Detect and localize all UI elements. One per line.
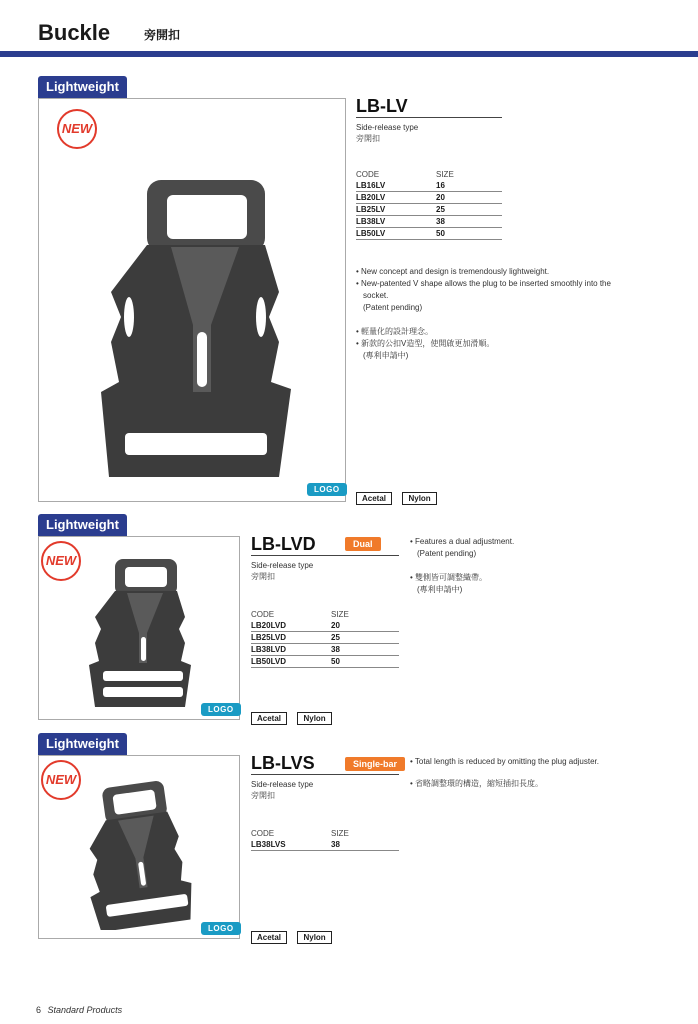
code-header: CODE xyxy=(356,170,380,179)
code-cell: LB25LV xyxy=(356,204,436,216)
logo-badge: LOGO xyxy=(201,922,241,935)
page-number: 6 xyxy=(36,1005,42,1015)
spec-table xyxy=(356,170,502,240)
buckle-lb-lvs-image xyxy=(79,780,199,930)
material-acetal: Acetal xyxy=(251,712,287,725)
model-rule xyxy=(251,774,399,775)
page-title: Buckle xyxy=(38,20,111,45)
type-en: Side-release type xyxy=(251,780,314,789)
section-tab-lightweight: Lightweight xyxy=(38,76,127,98)
feature-line: • New concept and design is tremendously lightweight. xyxy=(356,267,550,276)
product-photo-box xyxy=(38,98,346,502)
table-row xyxy=(251,656,399,668)
spec-table xyxy=(251,610,399,668)
model-name: LB-LVS xyxy=(251,753,315,773)
code-cell: LB50LVD xyxy=(251,656,331,668)
size-cell: 38 xyxy=(331,644,399,656)
spec-header-row xyxy=(251,610,399,620)
size-cell: 16 xyxy=(436,180,502,192)
material-nylon: Nylon xyxy=(297,931,331,944)
features-cn xyxy=(410,778,680,790)
size-cell: 50 xyxy=(436,228,502,240)
model-name: LB-LVD xyxy=(251,534,316,554)
code-cell: LB38LVD xyxy=(251,644,331,656)
buckle-lb-lvd-image xyxy=(87,557,197,707)
code-cell: LB20LV xyxy=(356,192,436,204)
header-bar xyxy=(0,51,698,57)
logo-badge: LOGO xyxy=(307,483,347,496)
size-cell: 20 xyxy=(436,192,502,204)
product-photo-box xyxy=(38,755,240,939)
size-cell: 38 xyxy=(331,839,399,851)
logo-badge: LOGO xyxy=(201,703,241,716)
dual-tag: Dual xyxy=(345,537,381,551)
feature-line: (Patent pending) xyxy=(363,303,423,312)
feature-line: (Patent pending) xyxy=(417,549,477,558)
code-cell: LB38LV xyxy=(356,216,436,228)
table-row xyxy=(251,632,399,644)
table-row xyxy=(356,204,502,216)
table-row xyxy=(251,620,399,632)
features-en xyxy=(410,756,680,768)
section-tab-lightweight: Lightweight xyxy=(38,733,127,755)
materials xyxy=(251,708,338,726)
size-cell: 25 xyxy=(436,204,502,216)
feature-line-cn: (專利申請中) xyxy=(417,585,463,594)
table-row xyxy=(356,216,502,228)
section-tab-lightweight: Lightweight xyxy=(38,514,127,536)
materials xyxy=(356,488,443,506)
feature-line: socket. xyxy=(363,291,389,300)
feature-line-cn: • 新款的公扣V造型，使開啟更加滑順。 xyxy=(356,339,495,348)
table-row xyxy=(251,839,399,851)
buckle-lb-lv-image xyxy=(99,177,299,477)
code-cell: LB20LVD xyxy=(251,620,331,632)
feature-line-cn: (專利申請中) xyxy=(363,351,409,360)
model-name: LB-LV xyxy=(356,96,408,116)
spec-table xyxy=(251,829,399,851)
features-en xyxy=(356,266,666,314)
feature-line-cn: • 雙側皆可調整織帶。 xyxy=(410,573,488,582)
model-rule xyxy=(356,117,502,118)
size-cell: 25 xyxy=(331,632,399,644)
type-cn: 旁開扣 xyxy=(251,791,275,800)
footer-label: Standard Products xyxy=(47,1005,123,1015)
page-footer xyxy=(36,1005,122,1015)
features-cn xyxy=(410,572,680,596)
product-photo-box xyxy=(38,536,240,720)
feature-line: • Total length is reduced by omitting the plug adjuster. xyxy=(410,757,599,766)
new-badge: NEW xyxy=(57,109,97,149)
table-row xyxy=(356,228,502,240)
new-badge: NEW xyxy=(41,760,81,800)
code-cell: LB50LV xyxy=(356,228,436,240)
material-acetal: Acetal xyxy=(356,492,392,505)
code-cell: LB16LV xyxy=(356,180,436,192)
code-cell: LB25LVD xyxy=(251,632,331,644)
feature-line-cn: • 輕量化的設計理念。 xyxy=(356,327,434,336)
page-title-cn: 旁開扣 xyxy=(144,28,181,42)
spec-header-row xyxy=(356,170,502,180)
code-cell: LB38LVS xyxy=(251,839,331,851)
type-cn: 旁開扣 xyxy=(251,572,275,581)
material-nylon: Nylon xyxy=(402,492,436,505)
material-nylon: Nylon xyxy=(297,712,331,725)
table-row xyxy=(356,180,502,192)
features-en xyxy=(410,536,680,560)
model-rule xyxy=(251,555,399,556)
type-cn: 旁開扣 xyxy=(356,134,380,143)
type-en: Side-release type xyxy=(356,123,419,132)
size-header: SIZE xyxy=(436,170,454,179)
type-en: Side-release type xyxy=(251,561,314,570)
feature-line: • New-patented V shape allows the plug to be inserted smoothly into the xyxy=(356,279,611,288)
feature-line: • Features a dual adjustment. xyxy=(410,537,515,546)
size-header: SIZE xyxy=(331,610,349,619)
single-bar-tag: Single-bar xyxy=(345,757,405,771)
size-cell: 38 xyxy=(436,216,502,228)
size-header: SIZE xyxy=(331,829,349,838)
table-row xyxy=(251,644,399,656)
size-cell: 20 xyxy=(331,620,399,632)
material-acetal: Acetal xyxy=(251,931,287,944)
new-badge: NEW xyxy=(41,541,81,581)
feature-line-cn: • 省略調整環的構造，縮短插扣長度。 xyxy=(410,779,544,788)
code-header: CODE xyxy=(251,610,275,619)
spec-header-row xyxy=(251,829,399,839)
table-row xyxy=(356,192,502,204)
code-header: CODE xyxy=(251,829,275,838)
size-cell: 50 xyxy=(331,656,399,668)
features-cn xyxy=(356,326,666,362)
materials xyxy=(251,927,338,945)
